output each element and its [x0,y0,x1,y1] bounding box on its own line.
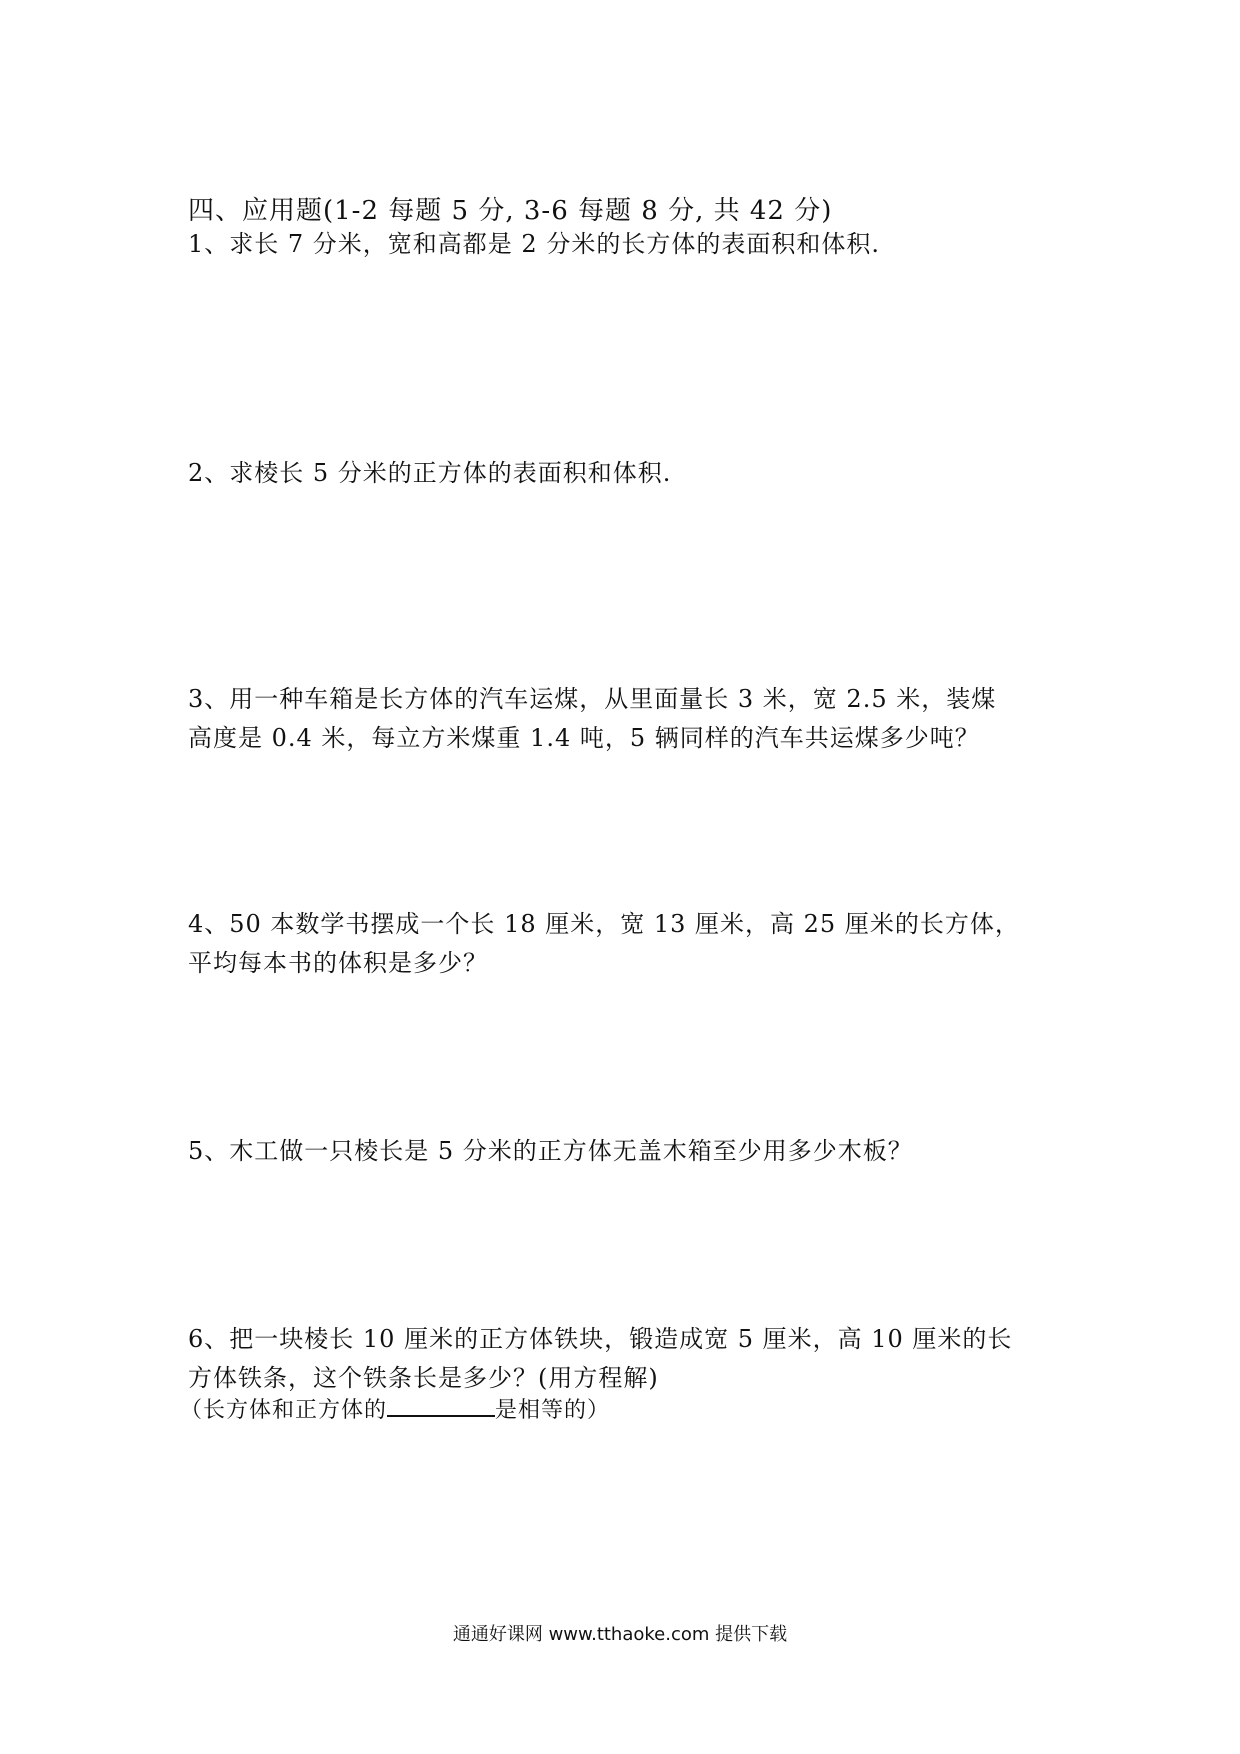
question-line: 高度是 0.4 米，每立方米煤重 1.4 吨，5 辆同样的汽车共运煤多少吨？ [188,724,980,752]
question-1 [188,225,1008,264]
question-line: 2、求棱长 5 分米的正方体的表面积和体积. [188,459,672,487]
question-5 [188,1132,1008,1171]
question-line: 方体铁条，这个铁条长是多少？(用方程解) [188,1364,659,1392]
question-3 [188,680,1008,758]
hint-after: 是相等的） [495,1398,611,1423]
question-4 [188,905,1020,983]
question-line: 3、用一种车箱是长方体的汽车运煤，从里面量长 3 米，宽 2.5 米，装煤 [188,685,997,713]
hint-before: （长方体和正方体的 [180,1398,388,1423]
question-line: 6、把一块棱长 10 厘米的正方体铁块，锻造成宽 5 厘米，高 10 厘米的长 [188,1325,1013,1353]
answer-blank[interactable] [387,1395,495,1417]
question-line: 5、木工做一只棱长是 5 分米的正方体无盖木箱至少用多少木板？ [188,1137,913,1165]
section-title: 四、应用题(1-2 每题 5 分, 3-6 每题 8 分, 共 42 分) [188,196,833,226]
question-6 [188,1320,1013,1398]
question-line: 1、求长 7 分米，宽和高都是 2 分米的长方体的表面积和体积. [188,230,880,258]
question-2 [188,454,1008,493]
question-line: 4、50 本数学书摆成一个长 18 厘米，宽 13 厘米，高 25 厘米的长方体， [188,910,1020,938]
hint-line [180,1393,610,1424]
footer: 通通好课网 www.tthaoke.com 提供下载 [452,1624,788,1645]
question-line: 平均每本书的体积是多少？ [188,949,488,977]
